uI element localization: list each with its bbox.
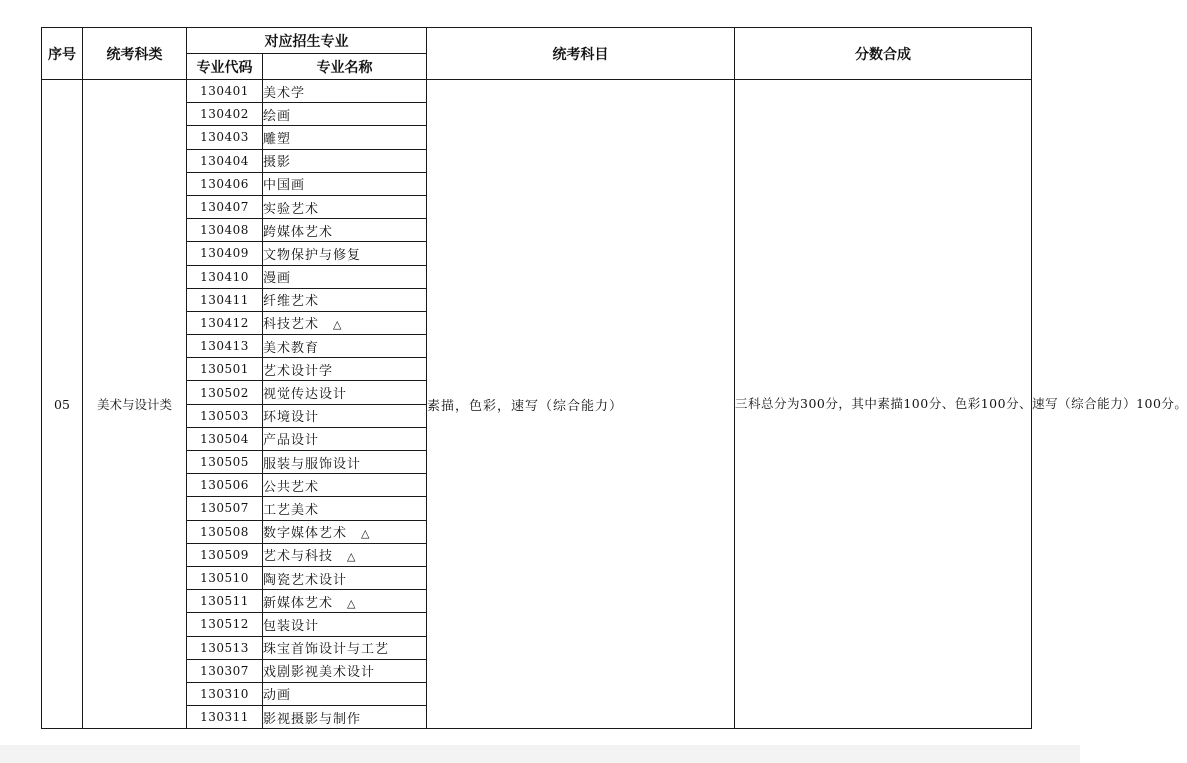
cell-seq: 05 (42, 80, 83, 729)
major-name-text: 美术教育 (263, 340, 320, 356)
major-name-text: 文物保护与修复 (263, 247, 362, 263)
cell-major-name (263, 335, 427, 358)
header-category: 统考科类 (83, 28, 187, 80)
bottom-margin (0, 745, 1080, 763)
cell-major-name (263, 566, 427, 589)
cell-major-name (263, 427, 427, 450)
cell-major-name (263, 590, 427, 613)
cell-major-code: 130512 (187, 613, 263, 636)
cell-major-name (263, 497, 427, 520)
cell-major-code: 130310 (187, 682, 263, 705)
cell-major-code: 130509 (187, 543, 263, 566)
major-name-text: 漫画 (263, 271, 292, 287)
cell-major-code: 130409 (187, 242, 263, 265)
cell-major-code: 130311 (187, 706, 263, 729)
major-name-text: 纤维艺术 (263, 294, 320, 310)
major-name-text: 艺术与科技 (263, 549, 334, 565)
major-name-text: 戏剧影视美术设计 (263, 665, 376, 681)
cell-major-code: 130413 (187, 335, 263, 358)
major-name-text: 实验艺术 (263, 201, 320, 217)
cell-major-code: 130503 (187, 404, 263, 427)
cell-major-code: 130408 (187, 219, 263, 242)
cell-major-code: 130403 (187, 126, 263, 149)
admission-table (41, 27, 1187, 729)
cell-major-name (263, 126, 427, 149)
cell-major-name (263, 636, 427, 659)
major-name-text: 环境设计 (263, 410, 320, 426)
major-name-text: 艺术设计学 (263, 363, 334, 379)
table-body (42, 80, 1187, 729)
cell-major-name (263, 543, 427, 566)
triangle-marker-icon: △ (333, 318, 343, 332)
cell-major-name (263, 80, 427, 103)
cell-major-name (263, 474, 427, 497)
cell-major-name (263, 706, 427, 729)
major-name-text: 包装设计 (263, 618, 320, 634)
header-seq: 序号 (42, 28, 83, 80)
cell-major-code: 130410 (187, 265, 263, 288)
cell-major-name (263, 172, 427, 195)
major-name-text: 中国画 (263, 178, 306, 194)
major-name-text: 产品设计 (263, 433, 320, 449)
major-name-text: 雕塑 (263, 131, 292, 147)
header-major-group: 对应招生专业 (187, 28, 427, 54)
cell-major-name (263, 103, 427, 126)
table-header (42, 28, 1032, 80)
cell-major-code: 130504 (187, 427, 263, 450)
major-name-text: 公共艺术 (263, 479, 320, 495)
cell-major-name (263, 358, 427, 381)
cell-major-code: 130401 (187, 80, 263, 103)
cell-category: 美术与设计类 (83, 80, 187, 729)
major-name-text: 陶瓷艺术设计 (263, 572, 348, 588)
cell-score: 三科总分为300分，其中素描100分、色彩100分、速写（综合能力）100分。 (735, 80, 1032, 729)
cell-major-name (263, 613, 427, 636)
header-score: 分数合成 (735, 28, 1032, 80)
major-name-text: 美术学 (263, 85, 306, 101)
header-code: 专业代码 (187, 54, 263, 80)
header-subjects: 统考科目 (427, 28, 735, 80)
cell-major-code: 130402 (187, 103, 263, 126)
major-name-text: 跨媒体艺术 (263, 224, 334, 240)
cell-major-code: 130406 (187, 172, 263, 195)
cell-major-name (263, 311, 427, 334)
triangle-marker-icon: △ (347, 550, 357, 564)
cell-major-code: 130508 (187, 520, 263, 543)
cell-major-code: 130506 (187, 474, 263, 497)
cell-major-name (263, 682, 427, 705)
cell-subjects: 素描，色彩，速写（综合能力） (427, 80, 735, 729)
cell-major-name (263, 265, 427, 288)
major-name-text: 摄影 (263, 155, 292, 171)
major-name-text: 动画 (263, 688, 292, 704)
cell-major-name (263, 149, 427, 172)
cell-major-name (263, 520, 427, 543)
cell-major-code: 130502 (187, 381, 263, 404)
major-name-text: 视觉传达设计 (263, 387, 348, 403)
cell-major-code: 130411 (187, 288, 263, 311)
major-name-text: 数字媒体艺术 (263, 526, 348, 542)
cell-major-name (263, 219, 427, 242)
cell-major-code: 130513 (187, 636, 263, 659)
cell-major-code: 130505 (187, 451, 263, 474)
header-name: 专业名称 (263, 54, 427, 80)
cell-major-code: 130511 (187, 590, 263, 613)
major-name-text: 珠宝首饰设计与工艺 (263, 642, 390, 658)
cell-major-name (263, 451, 427, 474)
cell-major-name (263, 195, 427, 218)
cell-major-code: 130510 (187, 566, 263, 589)
cell-major-name (263, 242, 427, 265)
major-name-text: 绘画 (263, 108, 292, 124)
triangle-marker-icon: △ (361, 527, 371, 541)
cell-major-name (263, 404, 427, 427)
table-row (42, 80, 1032, 103)
cell-major-code: 130507 (187, 497, 263, 520)
triangle-marker-icon: △ (347, 596, 357, 610)
cell-major-name (263, 659, 427, 682)
major-name-text: 新媒体艺术 (263, 595, 334, 611)
cell-major-name (263, 288, 427, 311)
cell-major-code: 130404 (187, 149, 263, 172)
cell-major-code: 130501 (187, 358, 263, 381)
cell-major-code: 130307 (187, 659, 263, 682)
major-name-text: 科技艺术 (263, 317, 320, 333)
major-name-text: 影视摄影与制作 (263, 711, 362, 727)
major-name-text: 工艺美术 (263, 502, 320, 518)
major-name-text: 服装与服饰设计 (263, 456, 362, 472)
cell-major-code: 130407 (187, 195, 263, 218)
cell-major-code: 130412 (187, 311, 263, 334)
cell-major-name (263, 381, 427, 404)
